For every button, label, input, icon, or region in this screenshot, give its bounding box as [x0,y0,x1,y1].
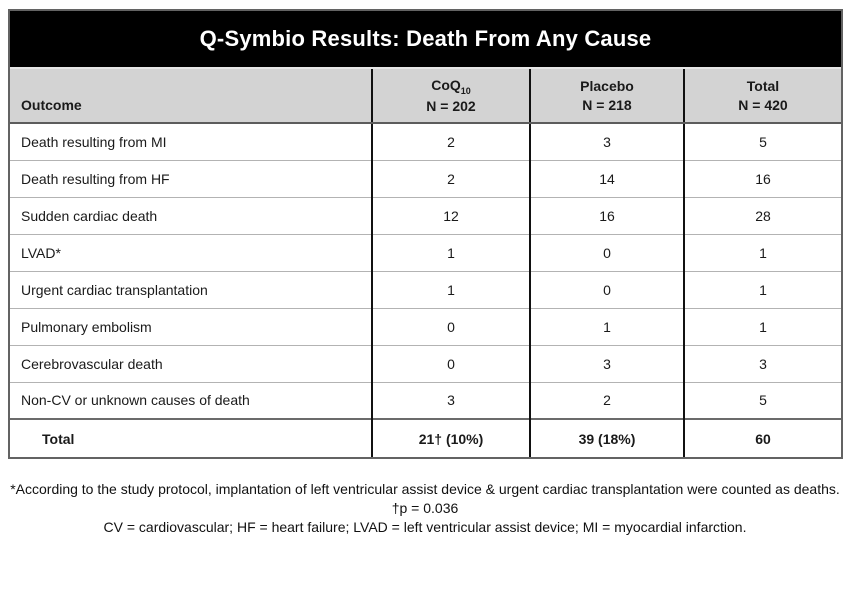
coq10-cell: 1 [372,234,530,271]
table-row [10,160,841,197]
table-row [10,308,841,345]
outcome-cell: Death resulting from HF [10,160,372,197]
placebo-cell: 0 [530,234,684,271]
outcome-cell: Pulmonary embolism [10,308,372,345]
placebo-cell: 2 [530,382,684,419]
table-row [10,345,841,382]
table-row [10,234,841,271]
results-table-container [8,9,843,459]
placebo-cell: 0 [530,271,684,308]
coq10-subscript: 10 [460,85,471,96]
placebo-cell: 14 [530,160,684,197]
results-table [10,69,841,457]
total-cell: 16 [684,160,841,197]
footnote-abbreviations: CV = cardiovascular; HF = heart failure; LVAD = left ventricular assist device; MI = myocardial infarction. [103,519,747,535]
coq10-cell: 2 [372,160,530,197]
total-cell: 1 [684,234,841,271]
placebo-n-count: N = 218 [582,96,632,113]
total-cell: 1 [684,308,841,345]
coq10-cell: 12 [372,197,530,234]
total-cell: 28 [684,197,841,234]
outcome-cell: Non-CV or unknown causes of death [10,382,372,419]
total-cell: 5 [684,123,841,160]
total-row-total: 60 [684,419,841,457]
coq10-cell: 0 [372,308,530,345]
footnote-dagger: †p = 0.036 [391,500,459,516]
table-row [10,271,841,308]
total-label: Total [746,78,780,95]
table-row [10,123,841,160]
coq10-cell: 2 [372,123,530,160]
placebo-cell: 3 [530,123,684,160]
placebo-cell: 3 [530,345,684,382]
footnotes [0,480,850,537]
coq10-label: CoQ$_{10}$ [431,76,471,96]
column-header-total [684,69,841,123]
total-cell: 5 [684,382,841,419]
table-title-text: Q-Symbio Results: Death From Any Cause [199,26,652,51]
coq10-cell: 0 [372,345,530,382]
table-row [10,197,841,234]
column-header-placebo [530,69,684,123]
placebo-cell: 16 [530,197,684,234]
outcome-cell: Sudden cardiac death [10,197,372,234]
placebo-cell: 1 [530,308,684,345]
footnote-asterisk: *According to the study protocol, implantation of left ventricular assist device & urgent cardiac transplantation were counted as deaths. [10,481,840,497]
column-header-outcome: Outcome [10,69,372,123]
total-cell: 1 [684,271,841,308]
outcome-cell: Cerebrovascular death [10,345,372,382]
total-row-coq10: 21† (10%) [372,419,530,457]
total-row-label: Total [10,419,372,457]
outcome-cell: Urgent cardiac transplantation [10,271,372,308]
total-row-placebo: 39 (18%) [530,419,684,457]
total-cell: 3 [684,345,841,382]
coq10-n-count: N = 202 [426,98,476,115]
total-n-count: N = 420 [738,96,788,113]
column-header-coq10 [372,69,530,123]
coq10-cell: 3 [372,382,530,419]
table-header-row [10,69,841,123]
placebo-label: Placebo [580,78,634,95]
outcome-cell: Death resulting from MI [10,123,372,160]
table-total-row [10,419,841,457]
table-title [10,11,841,69]
outcome-cell: LVAD* [10,234,372,271]
table-row [10,382,841,419]
coq10-cell: 1 [372,271,530,308]
